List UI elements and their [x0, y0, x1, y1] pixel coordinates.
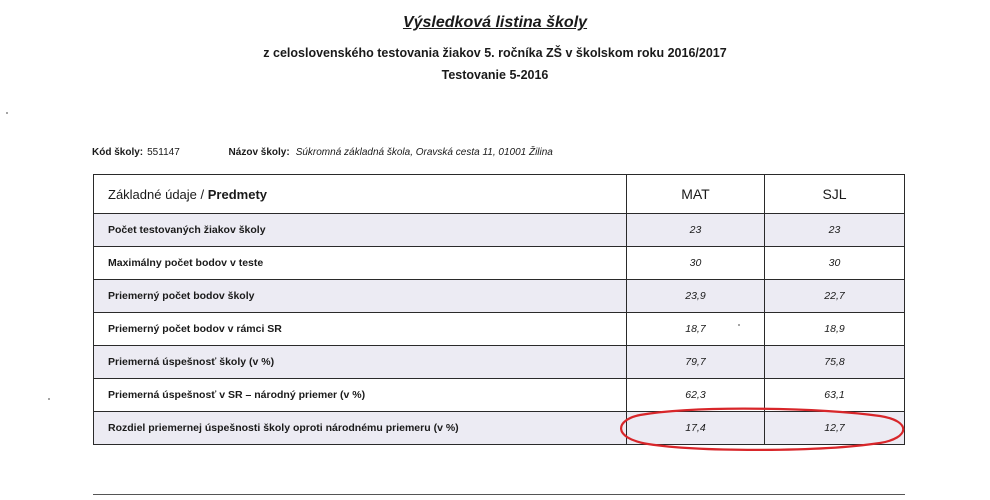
row-mat-value: 23,9 — [626, 280, 764, 313]
row-mat-value: 62,3 — [626, 379, 764, 412]
school-name-value: Súkromná základná škola, Oravská cesta 11, 01001 Žilina — [295, 147, 553, 158]
bottom-divider — [93, 494, 905, 495]
school-code-value: 551147 — [147, 147, 180, 158]
row-label: Priemerná úspešnosť školy (v %) — [94, 346, 627, 379]
header-mat: MAT — [626, 175, 764, 214]
row-label: Maximálny počet bodov v teste — [94, 247, 627, 280]
row-mat-value: 17,4 — [626, 412, 764, 445]
test-name: Testovanie 5-2016 — [441, 68, 549, 82]
row-label: Rozdiel priemernej úspešnosti školy oproti národnému priemeru (v %) — [94, 412, 627, 445]
row-mat-value: 23 — [626, 214, 764, 247]
results-table — [93, 174, 905, 445]
document-subtitle: z celoslovenského testovania žiakov 5. ročníka ZŠ v školskom roku 2016/2017 — [263, 46, 727, 60]
row-sjl-value: 30 — [765, 247, 905, 280]
header-label-bold: Predmety — [207, 186, 267, 202]
row-label: Priemerná úspešnosť v SR – národný priemer (v %) — [94, 379, 627, 412]
row-sjl-value: 75,8 — [765, 346, 905, 379]
header-label-prefix: Základné údaje / — [108, 186, 205, 202]
row-sjl-value: 18,9 — [765, 313, 905, 346]
table-header-row — [94, 175, 905, 214]
row-mat-value: 79,7 — [626, 346, 764, 379]
row-sjl-value: 23 — [765, 214, 905, 247]
row-mat-value: 18,7 — [626, 313, 764, 346]
row-sjl-value: 22,7 — [765, 280, 905, 313]
table-row — [94, 247, 905, 280]
table-row — [94, 379, 905, 412]
row-sjl-value: 63,1 — [765, 379, 905, 412]
school-code-label: Kód školy: — [92, 147, 144, 158]
scan-speck — [738, 324, 740, 326]
header-sjl: SJL — [765, 175, 905, 214]
table-row — [94, 412, 905, 445]
header-label-cell — [94, 175, 627, 214]
row-sjl-value: 12,7 — [765, 412, 905, 445]
table-row — [94, 346, 905, 379]
row-label: Priemerný počet bodov v rámci SR — [94, 313, 627, 346]
table-row — [94, 313, 905, 346]
row-mat-value: 30 — [626, 247, 764, 280]
school-info — [92, 147, 553, 158]
row-label: Počet testovaných žiakov školy — [94, 214, 627, 247]
table-row — [94, 280, 905, 313]
row-label: Priemerný počet bodov školy — [94, 280, 627, 313]
table-row — [94, 214, 905, 247]
scan-speck — [48, 398, 50, 400]
school-name-label: Názov školy: — [228, 147, 290, 158]
document-title: Výsledková listina školy — [402, 14, 588, 31]
scan-speck — [6, 112, 8, 114]
